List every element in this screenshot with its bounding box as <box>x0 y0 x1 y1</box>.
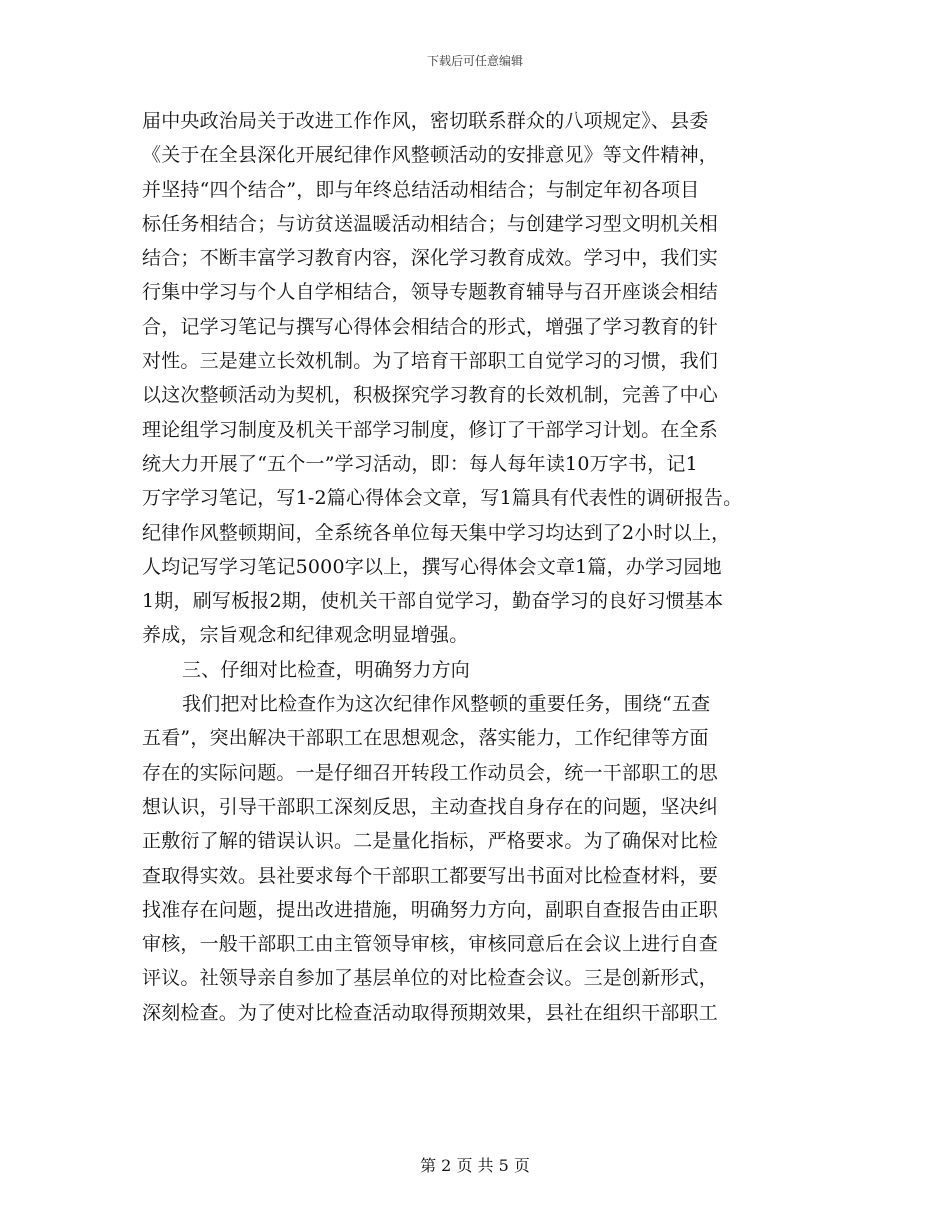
text-line: 《关于在全县深化开展纪律作风整顿活动的安排意见》等文件精神， <box>142 144 719 167</box>
text-line: 届中央政治局关于改进工作作风，密切联系群众的八项规定》、县委 <box>142 110 709 132</box>
text-line: 五看”，突出解决干部职工在思想观念，落实能力，工作纪律等方面 <box>142 727 709 750</box>
document-body <box>142 104 842 1030</box>
text-line: 评议。社领导亲自参加了基层单位的对比检查会议。三是创新形式， <box>142 967 719 990</box>
text-line: 查取得实效。县社要求每个干部职工都要写出书面对比检查材料，要 <box>142 864 719 887</box>
text-line: 1期，刷写板报2期，使机关干部自觉学习，勤奋学习的良好习惯基本 <box>142 590 724 613</box>
page-header: 下载后可任意编辑 <box>426 54 523 68</box>
text-line: 万字学习笔记，写1-2篇心得体会文章，写1篇具有代表性的调研报告。 <box>142 487 743 510</box>
text-line: 三、仔细对比检查，明确努力方向 <box>182 658 471 681</box>
page-number-footer: 第 2 页 共 5 页 <box>420 1156 530 1175</box>
text-line: 审核，一般干部职工由主管领导审核，审核同意后在会议上进行自查 <box>142 933 719 956</box>
text-line: 合，记学习笔记与撰写心得体会相结合的形式，增强了学习教育的针 <box>142 315 719 338</box>
text-line: 结合；不断丰富学习教育内容，深化学习教育成效。学习中，我们实 <box>142 247 719 270</box>
text-line: 标任务相结合；与访贫送温暖活动相结合；与创建学习型文明机关相 <box>142 212 719 235</box>
text-line: 存在的实际问题。一是仔细召开转段工作动员会，统一干部职工的思 <box>142 761 719 784</box>
text-line: 对性。三是建立长效机制。为了培育干部职工自觉学习的习惯，我们 <box>142 350 719 373</box>
text-line: 找准存在问题，提出改进措施，明确努力方向，副职自查报告由正职 <box>142 898 719 921</box>
text-line: 想认识，引导干部职工深刻反思，主动查找自身存在的问题，坚决纠 <box>142 795 719 818</box>
text-line: 纪律作风整顿期间，全系统各单位每天集中学习均达到了2小时以上， <box>142 521 731 544</box>
text-line: 人均记写学习笔记5000字以上，撰写心得体会文章1篇，办学习园地 <box>142 555 722 578</box>
text-line: 养成，宗旨观念和纪律观念明显增强。 <box>142 624 469 647</box>
text-line: 深刻检查。为了使对比检查活动取得预期效果，县社在组织干部职工 <box>142 1001 719 1024</box>
text-line: 行集中学习与个人自学相结合，领导专题教育辅导与召开座谈会相结 <box>142 281 719 304</box>
text-line: 统大力开展了“五个一”学习活动，即：每人每年读10万字书，记1 <box>142 452 698 475</box>
text-line: 正敷衍了解的错误认识。二是量化指标，严格要求。为了确保对比检 <box>142 830 719 853</box>
text-line: 我们把对比检查作为这次纪律作风整顿的重要任务，围绕“五查 <box>182 693 711 716</box>
text-line: 理论组学习制度及机关干部学习制度，修订了干部学习计划。在全系 <box>142 418 719 441</box>
text-line: 以这次整顿活动为契机，积极探究学习教育的长效机制，完善了中心 <box>142 384 719 407</box>
text-line: 并坚持“四个结合”，即与年终总结活动相结合；与制定年初各项目 <box>142 178 700 201</box>
